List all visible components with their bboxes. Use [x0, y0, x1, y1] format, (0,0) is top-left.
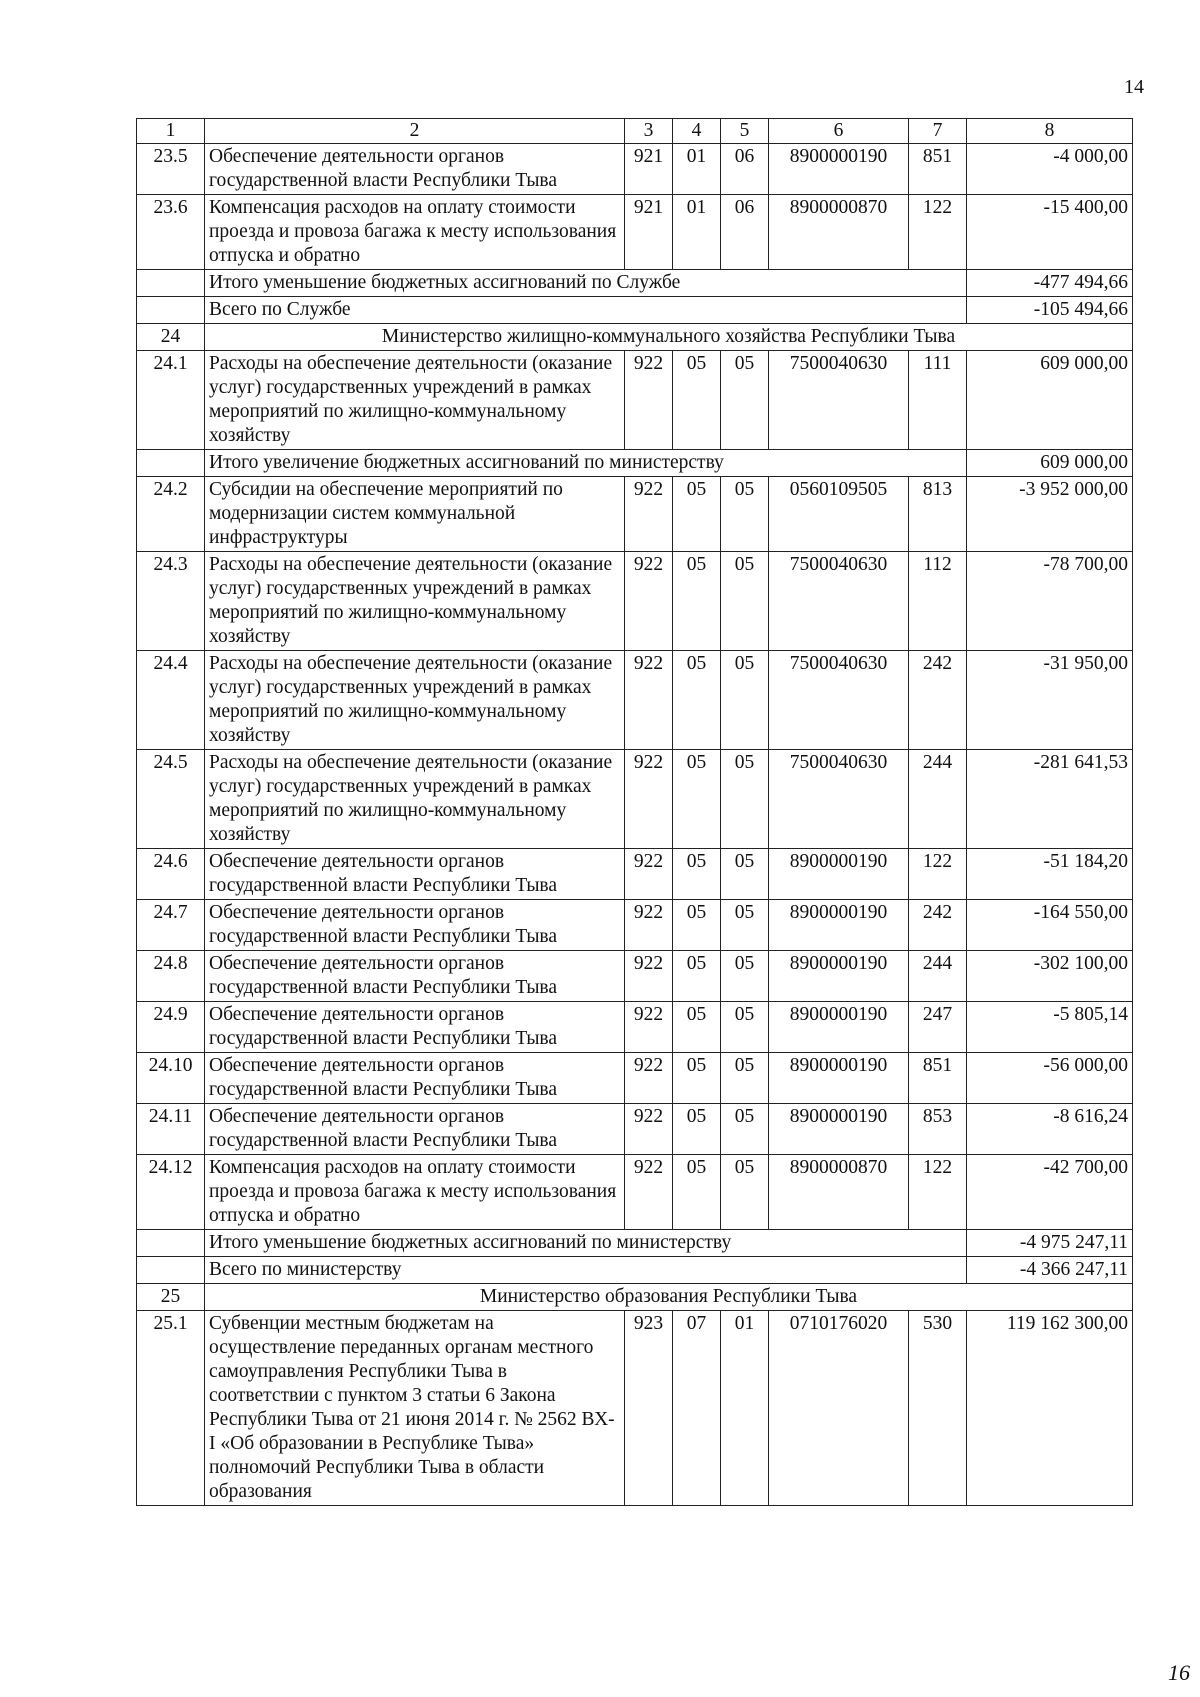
row-section-code: 05 [673, 951, 721, 1002]
section-number: 25 [137, 1284, 205, 1311]
header-row [137, 119, 1133, 144]
row-section-code: 05 [673, 351, 721, 450]
empty-cell [137, 1230, 205, 1257]
row-number: 23.5 [137, 144, 205, 195]
table-row [137, 750, 1133, 849]
row-ministry-code: 922 [625, 951, 673, 1002]
row-amount: -4 000,00 [967, 144, 1133, 195]
row-number: 24.2 [137, 477, 205, 552]
table-row [137, 477, 1133, 552]
header-cell: 3 [625, 119, 673, 144]
row-ministry-code: 921 [625, 144, 673, 195]
row-ministry-code: 922 [625, 900, 673, 951]
row-description: Расходы на обеспечение деятельности (оказание услуг) государственных учреждений в рамках мероприятий по жилищно-коммунальному хозяйству [205, 552, 625, 651]
row-expense-type: 122 [909, 195, 967, 270]
table-row [137, 1104, 1133, 1155]
row-section-code: 05 [673, 750, 721, 849]
row-subsection-code: 05 [721, 651, 769, 750]
row-amount: -302 100,00 [967, 951, 1133, 1002]
total-row [137, 450, 1133, 477]
row-expense-type: 242 [909, 900, 967, 951]
row-amount: -51 184,20 [967, 849, 1133, 900]
row-target-article: 8900000190 [769, 1104, 909, 1155]
row-expense-type: 242 [909, 651, 967, 750]
row-amount: 119 162 300,00 [967, 1311, 1133, 1506]
total-row [137, 1257, 1133, 1284]
empty-cell [137, 450, 205, 477]
row-ministry-code: 922 [625, 351, 673, 450]
row-number: 25.1 [137, 1311, 205, 1506]
row-ministry-code: 922 [625, 552, 673, 651]
row-subsection-code: 05 [721, 951, 769, 1002]
row-subsection-code: 05 [721, 552, 769, 651]
row-description: Обеспечение деятельности органов государственной власти Республики Тыва [205, 144, 625, 195]
table-body [137, 144, 1133, 1506]
total-row [137, 1230, 1133, 1257]
total-label: Итого уменьшение бюджетных ассигнований по министерству [205, 1230, 967, 1257]
row-target-article: 8900000870 [769, 1155, 909, 1230]
total-amount: -477 494,66 [967, 270, 1133, 297]
row-section-code: 05 [673, 1002, 721, 1053]
row-section-code: 05 [673, 1053, 721, 1104]
row-expense-type: 244 [909, 750, 967, 849]
header-cell: 6 [769, 119, 909, 144]
total-amount: 609 000,00 [967, 450, 1133, 477]
total-label: Итого уменьшение бюджетных ассигнований по Службе [205, 270, 967, 297]
row-target-article: 8900000190 [769, 900, 909, 951]
row-target-article: 7500040630 [769, 552, 909, 651]
section-title: Министерство жилищно-коммунального хозяйства Республики Тыва [205, 324, 1133, 351]
section-title: Министерство образования Республики Тыва [205, 1284, 1133, 1311]
row-number: 24.11 [137, 1104, 205, 1155]
page-number: 14 [1124, 76, 1144, 98]
row-target-article: 7500040630 [769, 750, 909, 849]
section-row [137, 1284, 1133, 1311]
table-row [137, 144, 1133, 195]
row-amount: -5 805,14 [967, 1002, 1133, 1053]
row-amount: -42 700,00 [967, 1155, 1133, 1230]
table-row [137, 1311, 1133, 1506]
row-section-code: 01 [673, 144, 721, 195]
row-ministry-code: 922 [625, 750, 673, 849]
empty-cell [137, 297, 205, 324]
total-row [137, 297, 1133, 324]
row-target-article: 8900000190 [769, 144, 909, 195]
total-row [137, 270, 1133, 297]
budget-table [136, 118, 1133, 1506]
row-ministry-code: 922 [625, 477, 673, 552]
header-cell: 5 [721, 119, 769, 144]
empty-cell [137, 270, 205, 297]
row-subsection-code: 05 [721, 750, 769, 849]
row-target-article: 8900000870 [769, 195, 909, 270]
total-label: Всего по Службе [205, 297, 967, 324]
row-ministry-code: 922 [625, 1002, 673, 1053]
row-expense-type: 122 [909, 849, 967, 900]
row-amount: -281 641,53 [967, 750, 1133, 849]
row-subsection-code: 05 [721, 1002, 769, 1053]
row-section-code: 05 [673, 651, 721, 750]
row-description: Обеспечение деятельности органов государственной власти Республики Тыва [205, 1002, 625, 1053]
row-ministry-code: 921 [625, 195, 673, 270]
row-section-code: 05 [673, 900, 721, 951]
row-expense-type: 244 [909, 951, 967, 1002]
row-number: 24.3 [137, 552, 205, 651]
row-description: Обеспечение деятельности органов государственной власти Республики Тыва [205, 849, 625, 900]
row-amount: -78 700,00 [967, 552, 1133, 651]
row-expense-type: 851 [909, 144, 967, 195]
row-description: Компенсация расходов на оплату стоимости проезда и провоза багажа к месту использования отпуска и обратно [205, 195, 625, 270]
row-description: Обеспечение деятельности органов государственной власти Республики Тыва [205, 951, 625, 1002]
table-row [137, 195, 1133, 270]
table-row [137, 552, 1133, 651]
row-number: 24.7 [137, 900, 205, 951]
table-row [137, 1053, 1133, 1104]
row-subsection-code: 05 [721, 849, 769, 900]
row-number: 24.5 [137, 750, 205, 849]
row-number: 24.4 [137, 651, 205, 750]
row-subsection-code: 06 [721, 144, 769, 195]
empty-cell [137, 1257, 205, 1284]
table-row [137, 849, 1133, 900]
row-section-code: 05 [673, 849, 721, 900]
row-subsection-code: 05 [721, 1155, 769, 1230]
row-expense-type: 813 [909, 477, 967, 552]
row-target-article: 8900000190 [769, 951, 909, 1002]
header-cell: 1 [137, 119, 205, 144]
row-number: 23.6 [137, 195, 205, 270]
header-cell: 7 [909, 119, 967, 144]
row-target-article: 8900000190 [769, 1002, 909, 1053]
row-ministry-code: 922 [625, 1155, 673, 1230]
row-target-article: 7500040630 [769, 651, 909, 750]
row-description: Обеспечение деятельности органов государственной власти Республики Тыва [205, 1053, 625, 1104]
row-amount: -15 400,00 [967, 195, 1133, 270]
row-description: Обеспечение деятельности органов государственной власти Республики Тыва [205, 1104, 625, 1155]
row-target-article: 8900000190 [769, 1053, 909, 1104]
row-expense-type: 851 [909, 1053, 967, 1104]
table-row [137, 1155, 1133, 1230]
header-cell: 2 [205, 119, 625, 144]
table-row [137, 1002, 1133, 1053]
row-subsection-code: 05 [721, 1104, 769, 1155]
row-ministry-code: 923 [625, 1311, 673, 1506]
row-expense-type: 530 [909, 1311, 967, 1506]
row-expense-type: 112 [909, 552, 967, 651]
header-cell: 8 [967, 119, 1133, 144]
section-row [137, 324, 1133, 351]
row-section-code: 05 [673, 1104, 721, 1155]
row-subsection-code: 06 [721, 195, 769, 270]
row-target-article: 0710176020 [769, 1311, 909, 1506]
row-ministry-code: 922 [625, 651, 673, 750]
row-description: Расходы на обеспечение деятельности (оказание услуг) государственных учреждений в рамках мероприятий по жилищно-коммунальному хозяйству [205, 351, 625, 450]
corner-mark: 16 [1168, 1660, 1190, 1685]
row-subsection-code: 05 [721, 900, 769, 951]
row-subsection-code: 05 [721, 1053, 769, 1104]
row-ministry-code: 922 [625, 849, 673, 900]
total-amount: -4 975 247,11 [967, 1230, 1133, 1257]
row-ministry-code: 922 [625, 1104, 673, 1155]
row-amount: -8 616,24 [967, 1104, 1133, 1155]
section-number: 24 [137, 324, 205, 351]
row-number: 24.8 [137, 951, 205, 1002]
row-number: 24.10 [137, 1053, 205, 1104]
row-description: Расходы на обеспечение деятельности (оказание услуг) государственных учреждений в рамках мероприятий по жилищно-коммунальному хозяйству [205, 750, 625, 849]
row-number: 24.1 [137, 351, 205, 450]
table-row [137, 651, 1133, 750]
row-subsection-code: 01 [721, 1311, 769, 1506]
row-number: 24.6 [137, 849, 205, 900]
row-description: Компенсация расходов на оплату стоимости проезда и провоза багажа к месту использования отпуска и обратно [205, 1155, 625, 1230]
table-row [137, 900, 1133, 951]
row-expense-type: 247 [909, 1002, 967, 1053]
row-description: Субсидии на обеспечение мероприятий по модернизации систем коммунальной инфраструктуры [205, 477, 625, 552]
row-subsection-code: 05 [721, 351, 769, 450]
row-ministry-code: 922 [625, 1053, 673, 1104]
total-amount: -4 366 247,11 [967, 1257, 1133, 1284]
row-number: 24.12 [137, 1155, 205, 1230]
row-section-code: 01 [673, 195, 721, 270]
row-section-code: 07 [673, 1311, 721, 1506]
row-expense-type: 111 [909, 351, 967, 450]
table-row [137, 951, 1133, 1002]
row-amount: -3 952 000,00 [967, 477, 1133, 552]
row-amount: 609 000,00 [967, 351, 1133, 450]
row-number: 24.9 [137, 1002, 205, 1053]
total-amount: -105 494,66 [967, 297, 1133, 324]
row-description: Обеспечение деятельности органов государственной власти Республики Тыва [205, 900, 625, 951]
row-target-article: 0560109505 [769, 477, 909, 552]
row-expense-type: 122 [909, 1155, 967, 1230]
row-amount: -56 000,00 [967, 1053, 1133, 1104]
table-row [137, 351, 1133, 450]
row-section-code: 05 [673, 552, 721, 651]
row-section-code: 05 [673, 1155, 721, 1230]
row-amount: -164 550,00 [967, 900, 1133, 951]
header-cell: 4 [673, 119, 721, 144]
row-amount: -31 950,00 [967, 651, 1133, 750]
row-description: Расходы на обеспечение деятельности (оказание услуг) государственных учреждений в рамках мероприятий по жилищно-коммунальному хозяйству [205, 651, 625, 750]
row-target-article: 8900000190 [769, 849, 909, 900]
row-section-code: 05 [673, 477, 721, 552]
row-subsection-code: 05 [721, 477, 769, 552]
total-label: Всего по министерству [205, 1257, 967, 1284]
total-label: Итого увеличение бюджетных ассигнований по министерству [205, 450, 967, 477]
row-expense-type: 853 [909, 1104, 967, 1155]
row-target-article: 7500040630 [769, 351, 909, 450]
row-description: Субвенции местным бюджетам на осуществление переданных органам местного самоуправления Республики Тыва в соответствии с пунктом 3 статьи 6 Закона Республики Тыва от 21 июня 2014 г. № 2562 ВХ-I «Об образовании в Республике Тыва» полномочий Республики Тыва в области образования [205, 1311, 625, 1506]
